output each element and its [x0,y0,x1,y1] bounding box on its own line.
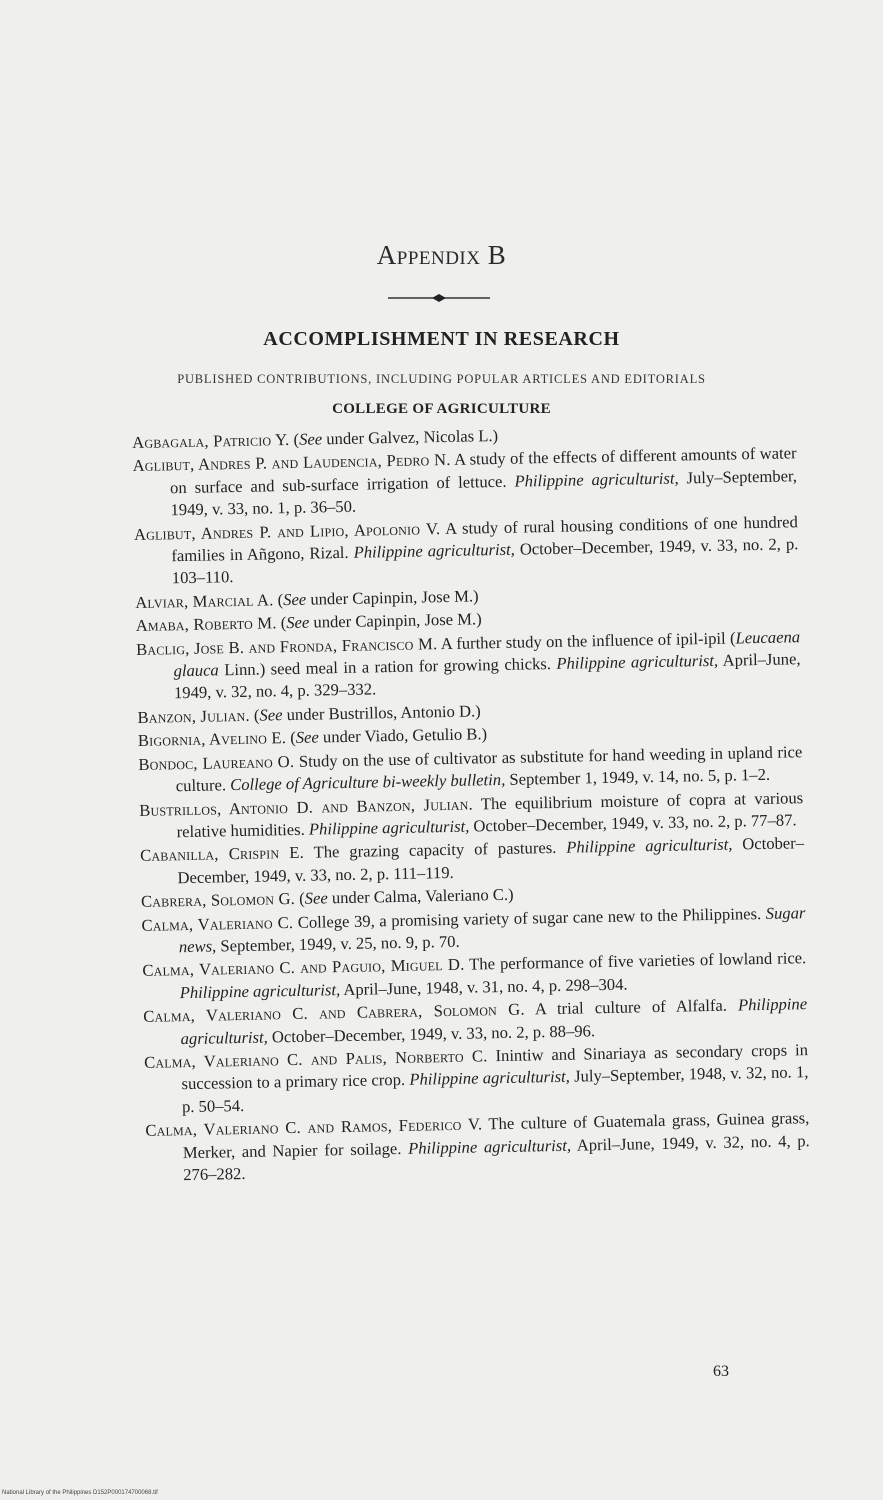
entry-author: Calma, Valeriano C. and Paguio, Miguel D. [142,955,465,981]
entry-italic: Philippine agriculturist, [514,468,679,491]
entry-author: Bondoc, Laureano O. [138,751,295,774]
entry-text: under Bustrillos, Antonio D.) [282,701,481,725]
entry-text: under Calma, Valeriano C.) [327,884,514,908]
entry-text: ( [294,888,305,909]
entry-text: under Capinpin, Jose M.) [309,609,482,632]
entry-text: July–September, 1948, v. 32, no. 1, p. 50–54. [181,1062,809,1116]
entry-text: The culture of Guatemala grass, Guinea grass, Merker, and Napier for soilage. [182,1108,810,1162]
entry-text: A trial culture of Alfalfa. [524,995,739,1019]
college-heading: COLLEGE OF AGRICULTURE [332,401,551,417]
entry-italic: Philippine agriculturist, [179,979,341,1002]
entry-author: Cabrera, Solomon G. [140,889,296,912]
entry-text: October–December, 1949, v. 33, no. 2, p. 103–110. [171,534,799,588]
entry-text: October–December, 1949, v. 33, no. 2, p. 77–87. [469,810,797,836]
entry-italic: Leucaena glauca [173,626,801,681]
entry-text: April–June, 1948, v. 31, no. 4, p. 298–304. [339,974,628,999]
entry-author: Calma, Valeriano C. and Cabrera, Solomon G. [143,999,525,1027]
entry-italic: See [304,888,328,908]
entry-italic: College of Agriculture bi-weekly bulletin, [229,769,506,795]
entry-author: Amaba, Roberto M. [135,613,277,636]
bibliography-entry [144,1039,809,1119]
section-title: ACCOMPLISHMENT IN RESEARCH [263,328,620,350]
appendix-title: Appendix B [376,240,507,270]
entry-text: A further study on the influence of ipil-ipil ( [437,628,736,653]
entry-text: Linn.) seed meal in a ration for growing chicks. [218,653,557,680]
entry-text: The performance of five varieties of lowland rice. [464,948,807,975]
entry-author: Banzon, Julian. [137,705,250,727]
entry-text: under Capinpin, Jose M.) [306,586,479,609]
entry-italic: Philippine agriculturist, [566,834,733,858]
entry-text: April–June, 1949, v. 32, no. 4, p. 276–282. [183,1130,810,1185]
entry-italic: See [295,727,319,748]
entry-author: Bustrillos, Antonio D. and Banzon, Julian. [139,794,474,820]
entry-italic: See [298,429,323,449]
scan-footer: National Library of the Philippines D152P000174700068.tif [2,1490,158,1496]
entry-italic: Philippine agriculturist, [180,994,808,1048]
divider-ornament-icon [384,292,494,304]
entry-text: ( [249,705,260,725]
entry-author: Cabanilla, Crispin E. [139,843,305,866]
entry-text: Study on the use of cultivator as substitute for hand weeding in upland rice culture. [175,741,803,796]
entry-italic: See [286,612,310,633]
entry-author: Calma, Valeriano C. and Ramos, Federico V. [145,1114,483,1141]
entry-author: Baclig, Jose B. and Fronda, Francisco M. [135,633,438,659]
entry-author: Calma, Valeriano C. and Palis, Norberto C. [143,1046,488,1072]
entry-text: ( [285,728,296,748]
bibliography-entry [134,511,799,591]
entry-text: The grazing capacity of pastures. [303,838,567,863]
entry-author: Bigornia, Avelino E. [137,728,287,751]
entry-italic: Philippine agriculturist, [308,816,470,839]
bibliography-entry [132,443,797,523]
entry-text: under Galvez, Nicolas L.) [321,425,499,449]
entry-italic: Philippine agriculturist, [353,539,516,562]
entry-text: October–December, 1949, v. 33, no. 2, p. 111–119. [177,833,805,887]
entry-text: September, 1949, v. 25, no. 9, p. 70. [216,931,460,956]
entry-italic: Philippine agriculturist, [409,1067,571,1090]
bibliography-entry [136,626,801,706]
entry-author: Calma, Valeriano C. [141,912,294,935]
entry-italic: Philippine agriculturist, [407,1135,572,1158]
entry-text: College 39, a promising variety of sugar cane new to the Philippines. [293,903,766,932]
entry-text: ( [276,613,287,633]
page-number: 63 [713,1363,729,1380]
bibliography-list [132,419,810,1188]
entry-text: ( [273,589,284,610]
entry-author: Alviar, Marcial A. [135,590,274,612]
entry-italic: See [282,589,307,609]
entry-text: under Viado, Getulio B.) [318,724,488,747]
entry-text: October–December, 1949, v. 33, no. 2, p. 88–96. [267,1020,596,1047]
entry-author: Aglibut, Andres P. and Laudencia, Pedro N. [132,450,451,476]
entry-text: A study of the effects of different amounts of water on surface and sub-surface irrigation of lettuce. [169,443,797,498]
entry-italic: See [259,705,283,725]
section-subtitle: PUBLISHED CONTRIBUTIONS, INCLUDING POPULAR ARTICLES AND EDITORIALS [177,372,706,386]
entry-italic: Sugar news, [178,902,806,957]
bibliography-entry [145,1107,810,1187]
entry-author: Agbagala, Patricio Y. [132,429,290,452]
entry-author: Aglibut, Andres P. and Lipio, Apolonio V. [133,518,441,544]
entry-text: April–June, 1949, v. 32, no. 4, p. 329–332. [173,649,801,703]
entry-text: September 1, 1949, v. 14, no. 5, p. 1–2. [505,764,771,789]
entry-text: ( [289,429,300,449]
entry-text: The equilibrium moisture of copra at various relative humidities. [176,787,804,842]
entry-text: A study of rural housing conditions of one hundred families in Añgono, Rizal. [171,511,799,566]
entry-text: Inintiw and Sinariaya as secondary crops in succession to a primary rice crop. [181,1040,809,1094]
entry-italic: Philippine agriculturist, [556,650,719,673]
entry-text: July–September, 1949, v. 33, no. 1, p. 36–50. [170,466,798,520]
